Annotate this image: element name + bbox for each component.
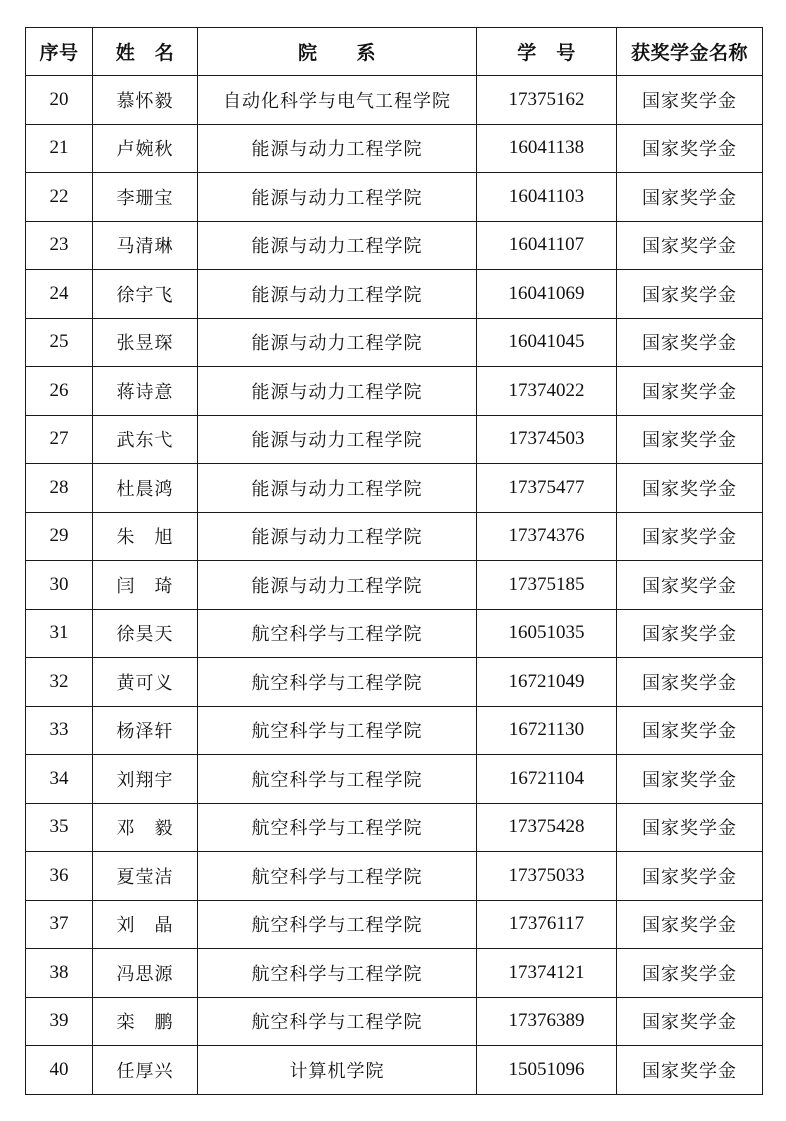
cell-dept: 能源与动力工程学院 <box>198 561 477 610</box>
cell-prize: 国家奖学金 <box>617 997 763 1046</box>
cell-name: 杜晨鸿 <box>93 464 198 513</box>
cell-name: 徐昊天 <box>93 609 198 658</box>
table-row <box>26 561 763 610</box>
cell-name: 卢婉秋 <box>93 124 198 173</box>
cell-seq: 39 <box>26 997 93 1046</box>
table-row <box>26 464 763 513</box>
cell-student-id: 16041103 <box>477 173 617 222</box>
table-row <box>26 1046 763 1095</box>
cell-dept: 能源与动力工程学院 <box>198 415 477 464</box>
cell-student-id: 16041107 <box>477 221 617 270</box>
cell-prize: 国家奖学金 <box>617 852 763 901</box>
cell-prize: 国家奖学金 <box>617 1046 763 1095</box>
cell-dept: 能源与动力工程学院 <box>198 464 477 513</box>
cell-name: 刘 晶 <box>93 900 198 949</box>
table-row <box>26 609 763 658</box>
cell-dept: 能源与动力工程学院 <box>198 270 477 319</box>
cell-dept: 航空科学与工程学院 <box>198 852 477 901</box>
table-row <box>26 755 763 804</box>
table-body <box>26 76 763 1095</box>
cell-seq: 33 <box>26 706 93 755</box>
table-row <box>26 803 763 852</box>
cell-student-id: 17375428 <box>477 803 617 852</box>
cell-seq: 26 <box>26 367 93 416</box>
cell-name: 慕怀毅 <box>93 76 198 125</box>
cell-prize: 国家奖学金 <box>617 561 763 610</box>
cell-prize: 国家奖学金 <box>617 658 763 707</box>
cell-seq: 28 <box>26 464 93 513</box>
cell-prize: 国家奖学金 <box>617 949 763 998</box>
table-row <box>26 270 763 319</box>
cell-name: 马清琳 <box>93 221 198 270</box>
cell-dept: 航空科学与工程学院 <box>198 900 477 949</box>
cell-name: 黄可义 <box>93 658 198 707</box>
cell-student-id: 17374121 <box>477 949 617 998</box>
table-row <box>26 367 763 416</box>
cell-prize: 国家奖学金 <box>617 609 763 658</box>
cell-prize: 国家奖学金 <box>617 318 763 367</box>
cell-seq: 24 <box>26 270 93 319</box>
cell-student-id: 16721049 <box>477 658 617 707</box>
cell-student-id: 17376389 <box>477 997 617 1046</box>
cell-prize: 国家奖学金 <box>617 512 763 561</box>
cell-name: 闫 琦 <box>93 561 198 610</box>
cell-name: 李珊宝 <box>93 173 198 222</box>
cell-student-id: 16721104 <box>477 755 617 804</box>
table-row <box>26 658 763 707</box>
cell-name: 刘翔宇 <box>93 755 198 804</box>
table-row <box>26 76 763 125</box>
cell-seq: 30 <box>26 561 93 610</box>
cell-student-id: 17374503 <box>477 415 617 464</box>
cell-prize: 国家奖学金 <box>617 221 763 270</box>
cell-student-id: 16041138 <box>477 124 617 173</box>
header-dept: 院 系 <box>198 28 477 76</box>
cell-prize: 国家奖学金 <box>617 173 763 222</box>
table-row <box>26 124 763 173</box>
cell-dept: 能源与动力工程学院 <box>198 367 477 416</box>
cell-seq: 36 <box>26 852 93 901</box>
cell-seq: 31 <box>26 609 93 658</box>
cell-name: 夏莹洁 <box>93 852 198 901</box>
cell-name: 朱 旭 <box>93 512 198 561</box>
cell-seq: 21 <box>26 124 93 173</box>
cell-dept: 航空科学与工程学院 <box>198 658 477 707</box>
cell-dept: 能源与动力工程学院 <box>198 124 477 173</box>
table-row <box>26 706 763 755</box>
scholarship-table <box>25 27 763 1095</box>
cell-seq: 29 <box>26 512 93 561</box>
cell-dept: 航空科学与工程学院 <box>198 706 477 755</box>
header-prize: 获奖学金名称 <box>617 28 763 76</box>
cell-dept: 计算机学院 <box>198 1046 477 1095</box>
table-row <box>26 318 763 367</box>
cell-student-id: 16721130 <box>477 706 617 755</box>
cell-student-id: 17374376 <box>477 512 617 561</box>
cell-dept: 能源与动力工程学院 <box>198 512 477 561</box>
cell-name: 邓 毅 <box>93 803 198 852</box>
cell-student-id: 15051096 <box>477 1046 617 1095</box>
cell-dept: 能源与动力工程学院 <box>198 221 477 270</box>
cell-dept: 航空科学与工程学院 <box>198 755 477 804</box>
cell-prize: 国家奖学金 <box>617 706 763 755</box>
cell-student-id: 17375185 <box>477 561 617 610</box>
cell-dept: 航空科学与工程学院 <box>198 609 477 658</box>
cell-name: 杨泽轩 <box>93 706 198 755</box>
cell-seq: 22 <box>26 173 93 222</box>
table-row <box>26 852 763 901</box>
cell-name: 冯思源 <box>93 949 198 998</box>
table-row <box>26 949 763 998</box>
cell-dept: 航空科学与工程学院 <box>198 997 477 1046</box>
cell-prize: 国家奖学金 <box>617 464 763 513</box>
cell-student-id: 17375477 <box>477 464 617 513</box>
cell-student-id: 16041069 <box>477 270 617 319</box>
header-name: 姓 名 <box>93 28 198 76</box>
cell-seq: 34 <box>26 755 93 804</box>
cell-name: 栾 鹏 <box>93 997 198 1046</box>
cell-student-id: 17374022 <box>477 367 617 416</box>
header-seq: 序号 <box>26 28 93 76</box>
cell-seq: 23 <box>26 221 93 270</box>
cell-seq: 27 <box>26 415 93 464</box>
scholarship-list <box>25 27 762 1095</box>
cell-seq: 37 <box>26 900 93 949</box>
cell-prize: 国家奖学金 <box>617 415 763 464</box>
cell-name: 武东弋 <box>93 415 198 464</box>
cell-name: 徐宇飞 <box>93 270 198 319</box>
cell-prize: 国家奖学金 <box>617 900 763 949</box>
cell-seq: 20 <box>26 76 93 125</box>
cell-name: 任厚兴 <box>93 1046 198 1095</box>
cell-name: 张昱琛 <box>93 318 198 367</box>
cell-dept: 航空科学与工程学院 <box>198 803 477 852</box>
table-row <box>26 415 763 464</box>
cell-prize: 国家奖学金 <box>617 76 763 125</box>
cell-student-id: 17376117 <box>477 900 617 949</box>
table-row <box>26 173 763 222</box>
table-row <box>26 221 763 270</box>
cell-dept: 自动化科学与电气工程学院 <box>198 76 477 125</box>
cell-prize: 国家奖学金 <box>617 270 763 319</box>
header-student-id: 学 号 <box>477 28 617 76</box>
cell-student-id: 17375033 <box>477 852 617 901</box>
table-header-row <box>26 28 763 76</box>
cell-dept: 航空科学与工程学院 <box>198 949 477 998</box>
cell-name: 蒋诗意 <box>93 367 198 416</box>
cell-seq: 38 <box>26 949 93 998</box>
cell-seq: 35 <box>26 803 93 852</box>
cell-dept: 能源与动力工程学院 <box>198 173 477 222</box>
cell-prize: 国家奖学金 <box>617 367 763 416</box>
cell-prize: 国家奖学金 <box>617 755 763 804</box>
cell-prize: 国家奖学金 <box>617 803 763 852</box>
cell-student-id: 16051035 <box>477 609 617 658</box>
table-row <box>26 900 763 949</box>
cell-seq: 32 <box>26 658 93 707</box>
table-row <box>26 512 763 561</box>
cell-seq: 25 <box>26 318 93 367</box>
table-row <box>26 997 763 1046</box>
cell-prize: 国家奖学金 <box>617 124 763 173</box>
cell-seq: 40 <box>26 1046 93 1095</box>
cell-student-id: 17375162 <box>477 76 617 125</box>
cell-student-id: 16041045 <box>477 318 617 367</box>
cell-dept: 能源与动力工程学院 <box>198 318 477 367</box>
